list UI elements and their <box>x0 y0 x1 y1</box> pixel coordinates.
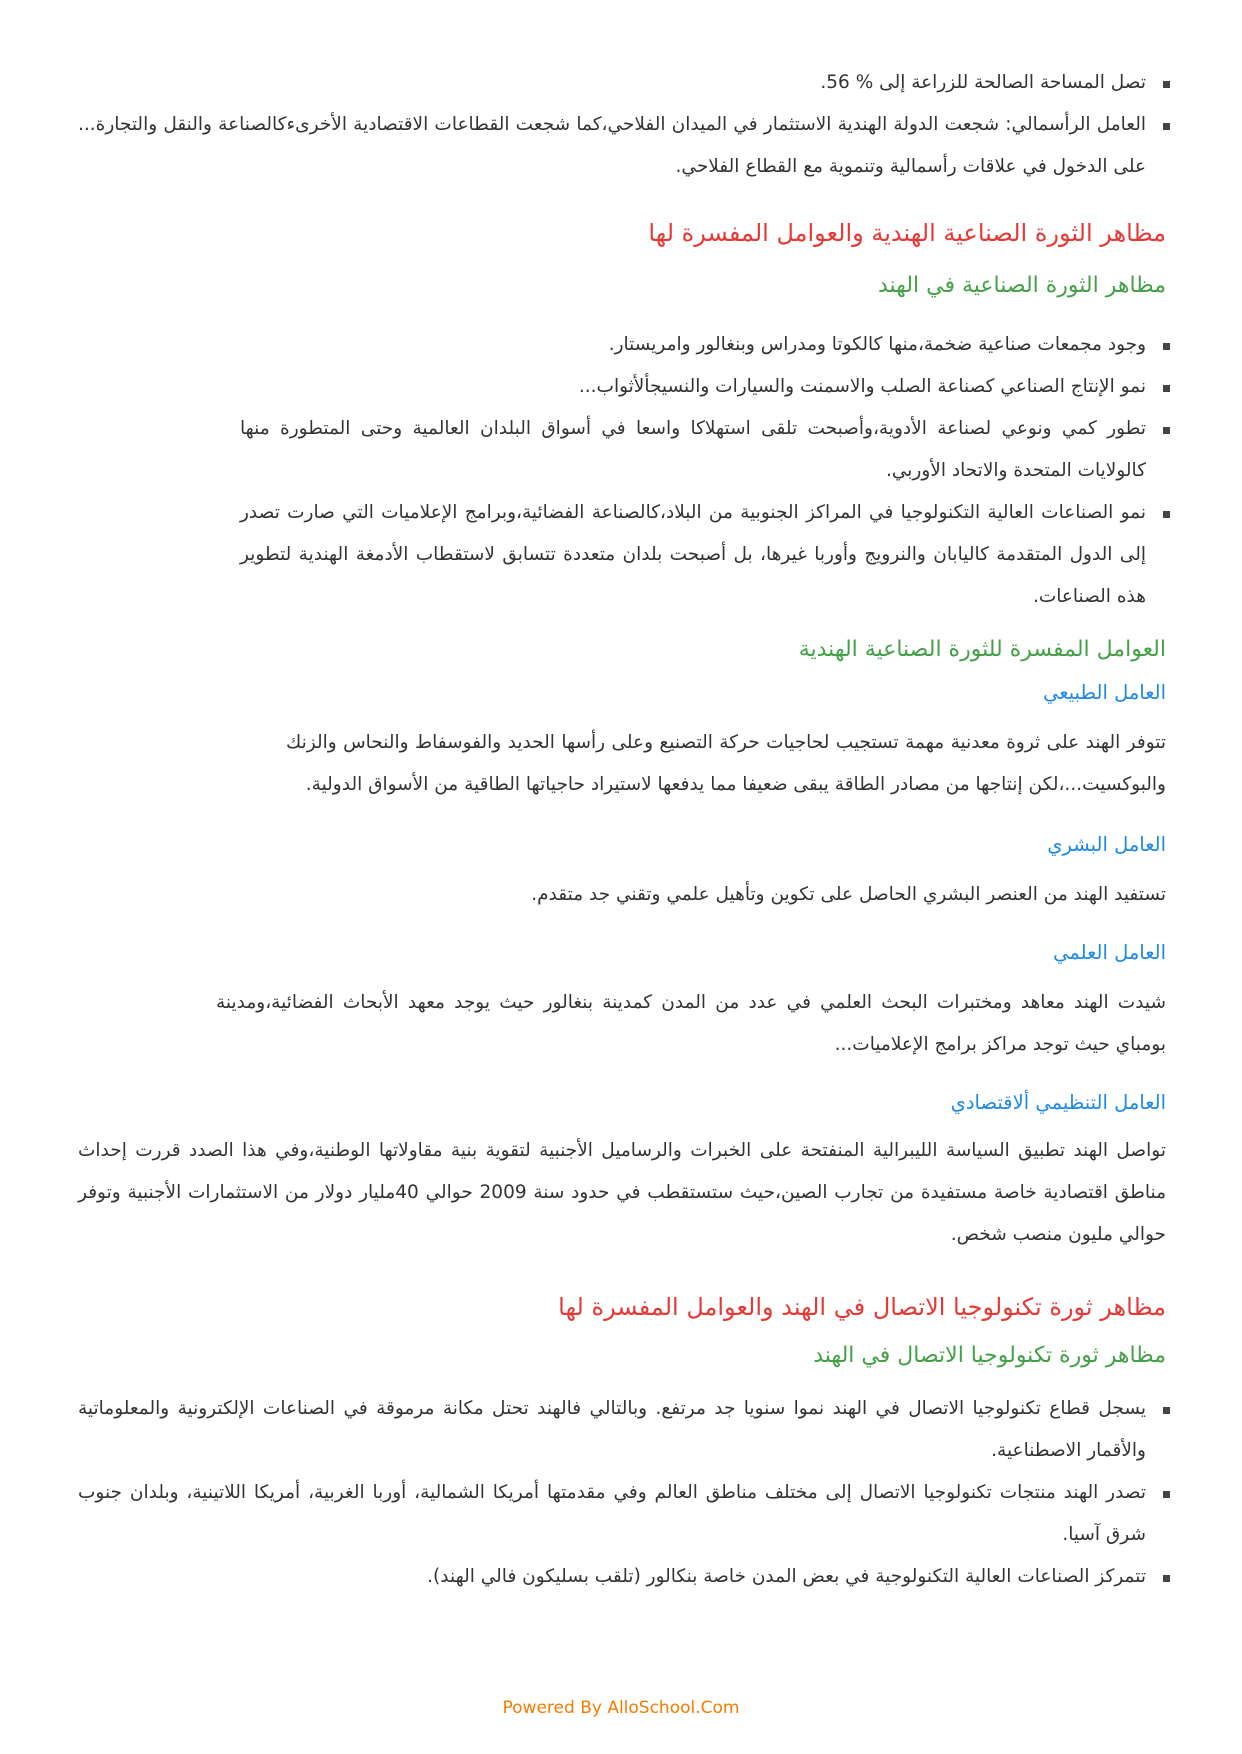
factor-text-economic: تواصل الهند تطبيق السياسة الليبرالية المنفتحة على الخبرات والرساميل الأجنبية لتقوية بنية مقاولاتها الوطنية،وفي هذا الصدد قررت إحداث مناطق اقتصادية خاصة مستفيدة من تجارب الصين،حيث ستستقطب في حدود سنة 2009 حوالي 40مليار دولار من الاستثمارات الأجنبية وتوفر حوالي مليون منصب شخص. <box>78 1140 1166 1245</box>
list-item: يسجل قطاع تكنولوجيا الاتصال في الهند نموا سنويا جد مرتفع. وبالتالي فالهند تحتل مكانة مرموقة في الصناعات الإلكترونية والمعلوماتية والأقمار الاصطناعية. <box>78 1388 1178 1472</box>
subsection-title-industrial-aspects: مظاهر الثورة الصناعية في الهند <box>877 273 1166 298</box>
list-item: نمو الصناعات العالية التكنولوجيا في المراكز الجنوبية من البلاد،كالصناعة الفضائية،وبرامج الإعلاميات التي صارت تصدر إلى الدول المتقدمة كاليابان والنرويج وأوربا غيرها، بل أصبحت بلدان متعددة تتسابق لاستقطاب الأدمغة الهندية لتطوير هذه الصناعات. <box>240 492 1178 618</box>
agriculture-factors-list <box>78 62 1178 188</box>
factor-title-scientific: العامل العلمي <box>1053 941 1166 964</box>
list-item: تصل المساحة الصالحة للزراعة إلى % 56. <box>246 62 1178 104</box>
factor-text-natural: تتوفر الهند على ثروة معدنية مهمة تستجيب لحاجيات حركة التصنيع وعلى رأسها الحديد والفوسفاط والنحاس والزنك والبوكسيت...،لكن إنتاجها من مصادر الطاقة يبقى ضعيفا مما يدفعها لاستيراد حاجياتها الطاقية من الأسواق الدولية. <box>286 732 1166 795</box>
list-item: العامل الرأسمالي: شجعت الدولة الهندية الاستثمار في الميدان الفلاحي،كما شجعت القطاعات الاقتصادية الأخرىءكالصناعة والنقل والتجارة... على الدخول في علاقات رأسمالية وتنموية مع القطاع الفلاحي. <box>78 104 1178 188</box>
subsection-title-communication-aspects: مظاهر ثورة تكنولوجيا الاتصال في الهند <box>813 1343 1166 1368</box>
footer-powered-by[interactable]: Powered By AlloSchool.Com <box>502 1698 740 1718</box>
list-item: وجود مجمعات صناعية ضخمة،منها كالكوتا ومدراس وبنغالور وامريستار. <box>78 324 1178 366</box>
factor-text-human: تستفيد الهند من العنصر البشري الحاصل على تكوين وتأهيل علمي وتقني جد متقدم. <box>531 884 1166 905</box>
industrial-aspects-list <box>78 324 1178 618</box>
list-item: تتمركز الصناعات العالية التكنولوجية في بعض المدن خاصة بنكالور (تلقب بسليكون فالي الهند). <box>78 1556 1178 1598</box>
list-item: تطور كمي ونوعي لصناعة الأدوية،وأصبحت تلقى استهلاكا واسعا في أسواق البلدان العالمية وحتى المتطورة منها كالولايات المتحدة والاتحاد الأوربي. <box>240 408 1178 492</box>
section-title-communication-revolution: مظاهر ثورة تكنولوجيا الاتصال في الهند والعوامل المفسرة لها <box>558 1293 1166 1321</box>
document-page <box>78 62 1166 1598</box>
factor-title-economic: العامل التنظيمي ألاقتصادي <box>950 1091 1166 1114</box>
factor-title-human: العامل البشري <box>1047 833 1166 856</box>
list-item: نمو الإنتاج الصناعي كصناعة الصلب والاسمنت والسيارات والنسيجألأثواب... <box>78 366 1178 408</box>
subsection-title-industrial-factors: العوامل المفسرة للثورة الصناعية الهندية <box>798 637 1166 662</box>
factor-title-natural: العامل الطبيعي <box>1043 681 1166 704</box>
section-title-industrial-revolution: مظاهر الثورة الصناعية الهندية والعوامل المفسرة لها <box>648 219 1166 247</box>
list-item: تصدر الهند منتجات تكنولوجيا الاتصال إلى مختلف مناطق العالم وفي مقدمتها أمريكا الشمالية، أوربا الغربية، أمريكا اللاتينية، وبلدان جنوب شرق آسيا. <box>78 1472 1178 1556</box>
communication-aspects-list <box>78 1388 1178 1598</box>
factor-text-scientific: شيدت الهند معاهد ومختبرات البحث العلمي في عدد من المدن كمدينة بنغالور حيث يوجد معهد الأبحاث الفضائية،ومدينة بومباي حيث توجد مراكز برامج الإعلاميات... <box>216 992 1166 1055</box>
